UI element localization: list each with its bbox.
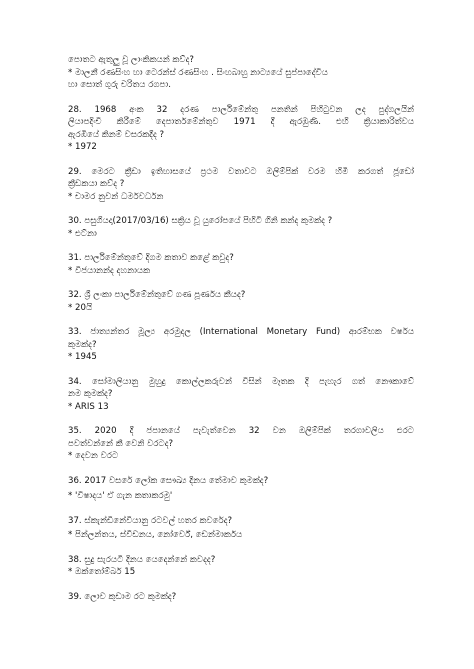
- question-block: [68, 591, 414, 604]
- question-text: 30. පසුගියදා(2017/03/16) සක්‍රිය වූ යුරෝපයේ පිහිටි ගිනි කන්ද කුමක්ද ?: [68, 216, 333, 226]
- question-block: [68, 326, 414, 364]
- question-text: පොතට ඇතුලු වූ ලාංකිකයන් කව්ද?: [68, 55, 194, 65]
- question-text: 38. සුදු සැරයටි දිනය යෙදෙන්නේ කවදද?: [68, 554, 216, 565]
- answer-text: * මාලනී රණසිංහ හා ටෙරන්ස් රණසිංහ . සිංහබාහු නාට්‍යයේ සුප්පාදේවිය: [68, 67, 328, 78]
- question-text: 33. ජාත්‍යන්තර මූල්‍ය අරමුදල (International Monetary Fund) ආරම්භක වර්ෂය: [68, 327, 414, 337]
- question-block: [68, 425, 414, 463]
- question-block: [68, 215, 414, 240]
- answer-text: * 'විෂාදය' ඒ ගැන කතාකරමු': [68, 491, 173, 501]
- question-text: 28. 1968 අංක 32 දරණ පාර්ලිමේන්තු පනතින් පිහිටුවන ලද පුද්ගලයින්: [68, 104, 414, 115]
- question-text: 31. පාර්ලිමේන්තුවේ දිගම කතාව කළේ කවුද?: [68, 253, 234, 263]
- question-text: ලියාපදිංචි කිරීමේ දෙපාර්තමේන්තුව 1971 දී ඇරඹුණි. එහි ක්‍රියාකාරිත්වය: [68, 117, 414, 127]
- question-block: [68, 515, 414, 542]
- question-text: පවත්වන්නේ කී වෙනි වරටද?: [68, 438, 174, 449]
- question-block: [68, 166, 414, 204]
- answer-text-continued: හා සොත් ගුරු චරිතය රගපා.: [68, 80, 171, 90]
- question-text: 37. ස්කැන්ඩිනේවියානු රටවල් හතර කවරේද?: [68, 515, 233, 526]
- answer-text: * ARIS 13: [68, 401, 109, 412]
- answer-text: * 1972: [68, 142, 97, 152]
- question-block: [68, 54, 414, 92]
- answer-text: * විජයානන්ද දහනායක: [68, 265, 151, 276]
- question-block: [68, 252, 414, 277]
- answer-text: * එට්නා: [68, 228, 97, 239]
- question-text: කුමක්ද?: [68, 339, 97, 350]
- question-block: [68, 289, 414, 314]
- question-text: 39. ලොව කුඩාම රට කුමක්ද?: [68, 591, 177, 602]
- answer-text: * 1945: [68, 352, 97, 362]
- question-block: [68, 104, 414, 154]
- question-text: 32. ශ්‍රී ලංකා පාර්ලිමේන්තුවේ ගණ පූර්ණය කීයද?: [68, 290, 246, 300]
- question-text: නම කුමක්ද?: [68, 389, 113, 399]
- answer-text: * දෙවන වරට: [68, 451, 119, 461]
- answer-text: * 20යි: [68, 302, 93, 313]
- question-text: ඇරඹියේ කිනම් වසරකදීද ?: [68, 129, 165, 140]
- question-text: 34. සෝමාලියානු මුහුදු කොල්ලකරුවන් විසින් මෑතක දි පැහැර ගත් නෞකාවේ: [68, 376, 414, 387]
- question-text: 35. 2020 දී ජපානයේ පැවැත්වෙන 32 වන ඔලිම්පික් තරගාවලිය එරට: [68, 426, 414, 436]
- question-block: [68, 554, 414, 579]
- question-block: [68, 376, 414, 414]
- question-text: 36. 2017 වසරේ ලෝක සෞඛ්‍ය දිනය තේමාව කුමක්ද?: [68, 475, 269, 486]
- question-text: ක්‍රීඩකයා කව්ද ?: [68, 179, 125, 189]
- answer-text: * චාමර නුවන් ධර්මවර්ධන: [68, 191, 164, 202]
- answer-text: * පින්ලන්තය, ස්වීඩනය, නෝර්වේ, ඩෙන්මාර්කය: [68, 530, 243, 540]
- question-block: [68, 475, 414, 503]
- document-page: [68, 54, 414, 603]
- question-text: 29. මෙරට ක්‍රීඩා ඉතිහාසයේ ප්‍රථම වතාවට ඔලිම්පික් වරම හිමි කරගත් ජූඩෝ: [68, 166, 414, 177]
- answer-text: * ඔක්තෝම්බර් 15: [68, 567, 136, 577]
